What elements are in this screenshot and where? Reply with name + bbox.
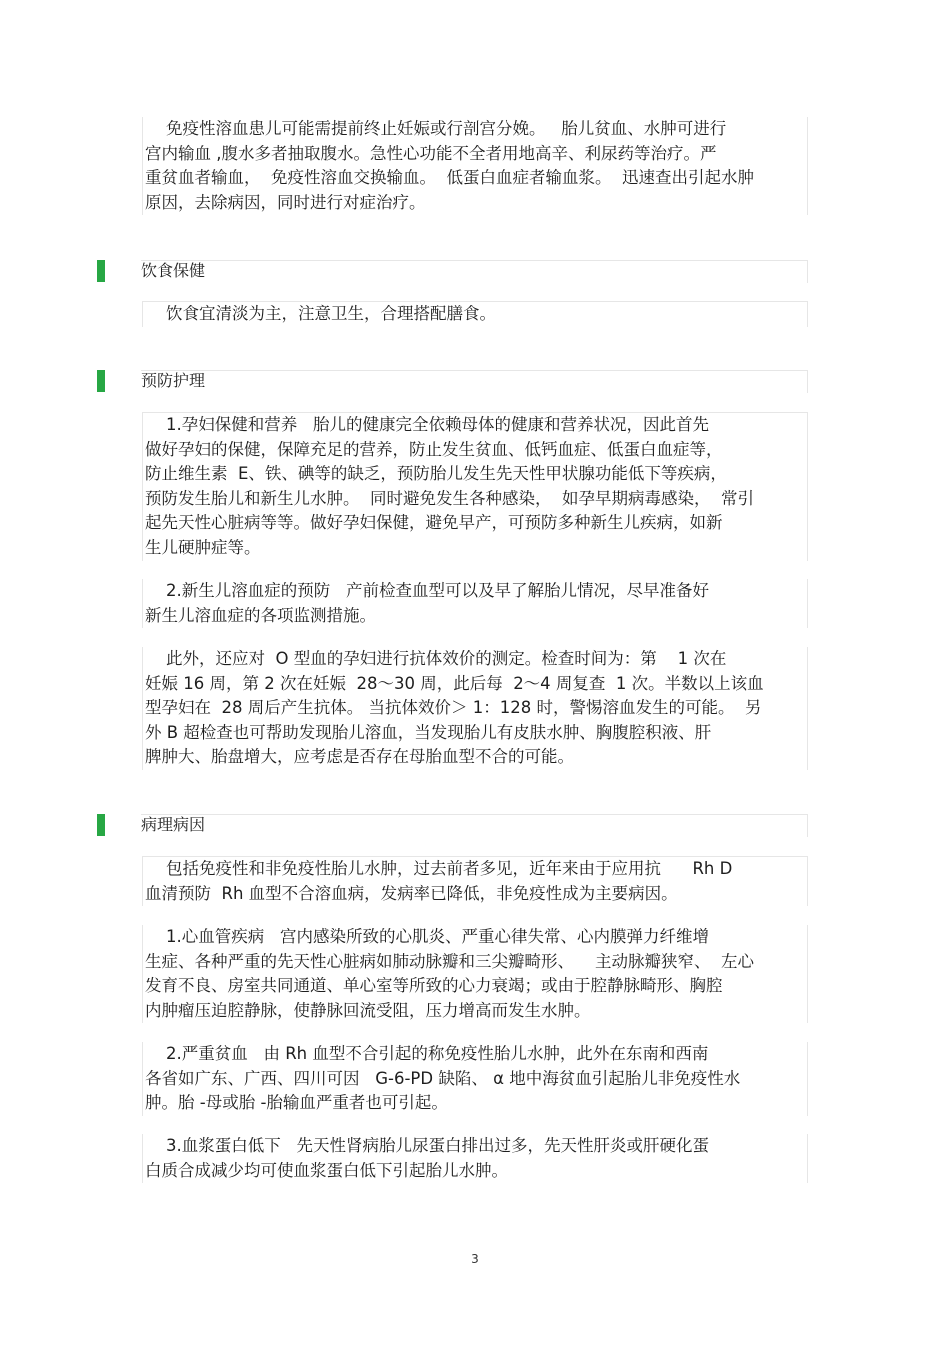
text-line: 1.孕妇保健和营养 胎儿的健康完全依赖母体的健康和营养状况，因此首先	[145, 415, 709, 434]
text-line: 各省如广东、广西、四川可因 G-6-PD 缺陷、 α 地中海贫血引起胎儿非免疫性水	[145, 1068, 741, 1088]
text-line: 外 B 超检查也可帮助发现胎儿溶血，当发现胎儿有皮肤水肿、胸腹腔积液、肝	[145, 722, 712, 742]
etiology-paragraph-3	[142, 1042, 808, 1116]
text-line: 原因，去除病因，同时进行对症治疗。	[145, 192, 426, 212]
text-line: 起先天性心脏病等等。做好孕妇保健，避免早产，可预防多种新生儿疾病，如新	[145, 513, 723, 533]
text-line: 重贫血者输血， 免疫性溶血交换输血。 低蛋白血症者输血浆。 迅速查出引起水肿	[145, 168, 754, 188]
text-line: 肿。胎 -母或胎 -胎输血严重者也可引起。	[145, 1093, 448, 1113]
section-title: 预防护理	[141, 371, 206, 390]
diet-paragraph	[142, 301, 808, 327]
text-line: 3.血浆蛋白低下 先天性肾病胎儿尿蛋白排出过多，先天性肝炎或肝硬化蛋	[145, 1136, 709, 1155]
etiology-paragraph-1	[142, 856, 808, 906]
text-line: 新生儿溶血症的各项监测措施。	[145, 605, 376, 625]
section-rule	[141, 260, 808, 283]
text-line: 2.严重贫血 由 Rh 血型不合引起的称免疫性胎儿水肿，此外在东南和西南	[145, 1044, 709, 1063]
text-line: 脾肿大、胎盘增大，应考虑是否存在母胎血型不合的可能。	[145, 747, 574, 767]
section-rule	[141, 370, 808, 393]
etiology-paragraph-2	[142, 925, 808, 1023]
section-title: 病理病因	[141, 815, 206, 834]
text-line: 型孕妇在 28 周后产生抗体。 当抗体效价＞ 1：128 时，警惕溶血发生的可能。 另	[145, 698, 762, 718]
text-line: 2.新生儿溶血症的预防 产前检查血型可以及早了解胎儿情况，尽早准备好	[145, 581, 709, 600]
text-line: 发育不良、房室共同通道、单心室等所致的心力衰竭；或由于腔静脉畸形、胸腔	[145, 976, 723, 996]
section-marker	[97, 370, 105, 392]
page-number: 3	[471, 1252, 479, 1266]
text-line: 免疫性溶血患儿可能需提前终止妊娠或行剖宫分娩。 胎儿贫血、水肿可进行	[145, 119, 727, 138]
etiology-paragraph-4	[142, 1134, 808, 1183]
intro-paragraph	[142, 117, 808, 215]
section-heading-prevention	[97, 370, 808, 392]
prevention-paragraph-1	[142, 412, 808, 561]
text-line: 妊娠 16 周，第 2 次在妊娠 28～30 周，此后每 2～4 周复查 1 次。半数以上该血	[145, 673, 764, 693]
section-rule	[141, 814, 808, 837]
section-title: 饮食保健	[141, 261, 206, 280]
section-heading-etiology	[97, 814, 808, 836]
text-line: 生儿硬肿症等。	[145, 537, 261, 557]
text-line: 做好孕妇的保健，保障充足的营养，防止发生贫血、低钙血症、低蛋白血症等，	[145, 439, 723, 459]
text-line: 此外，还应对 O 型血的孕妇进行抗体效价的测定。检查时间为：第 1 次在	[145, 649, 727, 668]
text-line: 饮食宜清淡为主，注意卫生，合理搭配膳食。	[145, 304, 496, 323]
text-line: 白质合成减少均可使血浆蛋白低下引起胎儿水肿。	[145, 1160, 508, 1180]
text-line: 包括免疫性和非免疫性胎儿水肿，过去前者多见，近年来由于应用抗 Rh D	[145, 859, 733, 878]
prevention-paragraph-3	[142, 647, 808, 770]
text-line: 内肿瘤压迫腔静脉，使静脉回流受阻，压力增高而发生水肿。	[145, 1000, 591, 1020]
text-line: 预防发生胎儿和新生儿水肿。 同时避免发生各种感染， 如孕早期病毒感染， 常引	[145, 488, 754, 508]
prevention-paragraph-2	[142, 579, 808, 628]
text-line: 防止维生素 E、铁、碘等的缺乏，预防胎儿发生先天性甲状腺功能低下等疾病，	[145, 464, 727, 484]
section-marker	[97, 814, 105, 836]
section-marker	[97, 260, 105, 282]
text-line: 宫内输血 ,腹水多者抽取腹水。急性心功能不全者用地高辛、利尿药等治疗。严	[145, 143, 717, 163]
section-heading-diet	[97, 260, 808, 282]
text-line: 生症、各种严重的先天性心脏病如肺动脉瓣和三尖瓣畸形、 主动脉瓣狭窄、 左心	[145, 951, 754, 971]
text-line: 1.心血管疾病 宫内感染所致的心肌炎、严重心律失常、心内膜弹力纤维增	[145, 927, 709, 946]
text-line: 血清预防 Rh 血型不合溶血病，发病率已降低，非免疫性成为主要病因。	[145, 883, 678, 903]
